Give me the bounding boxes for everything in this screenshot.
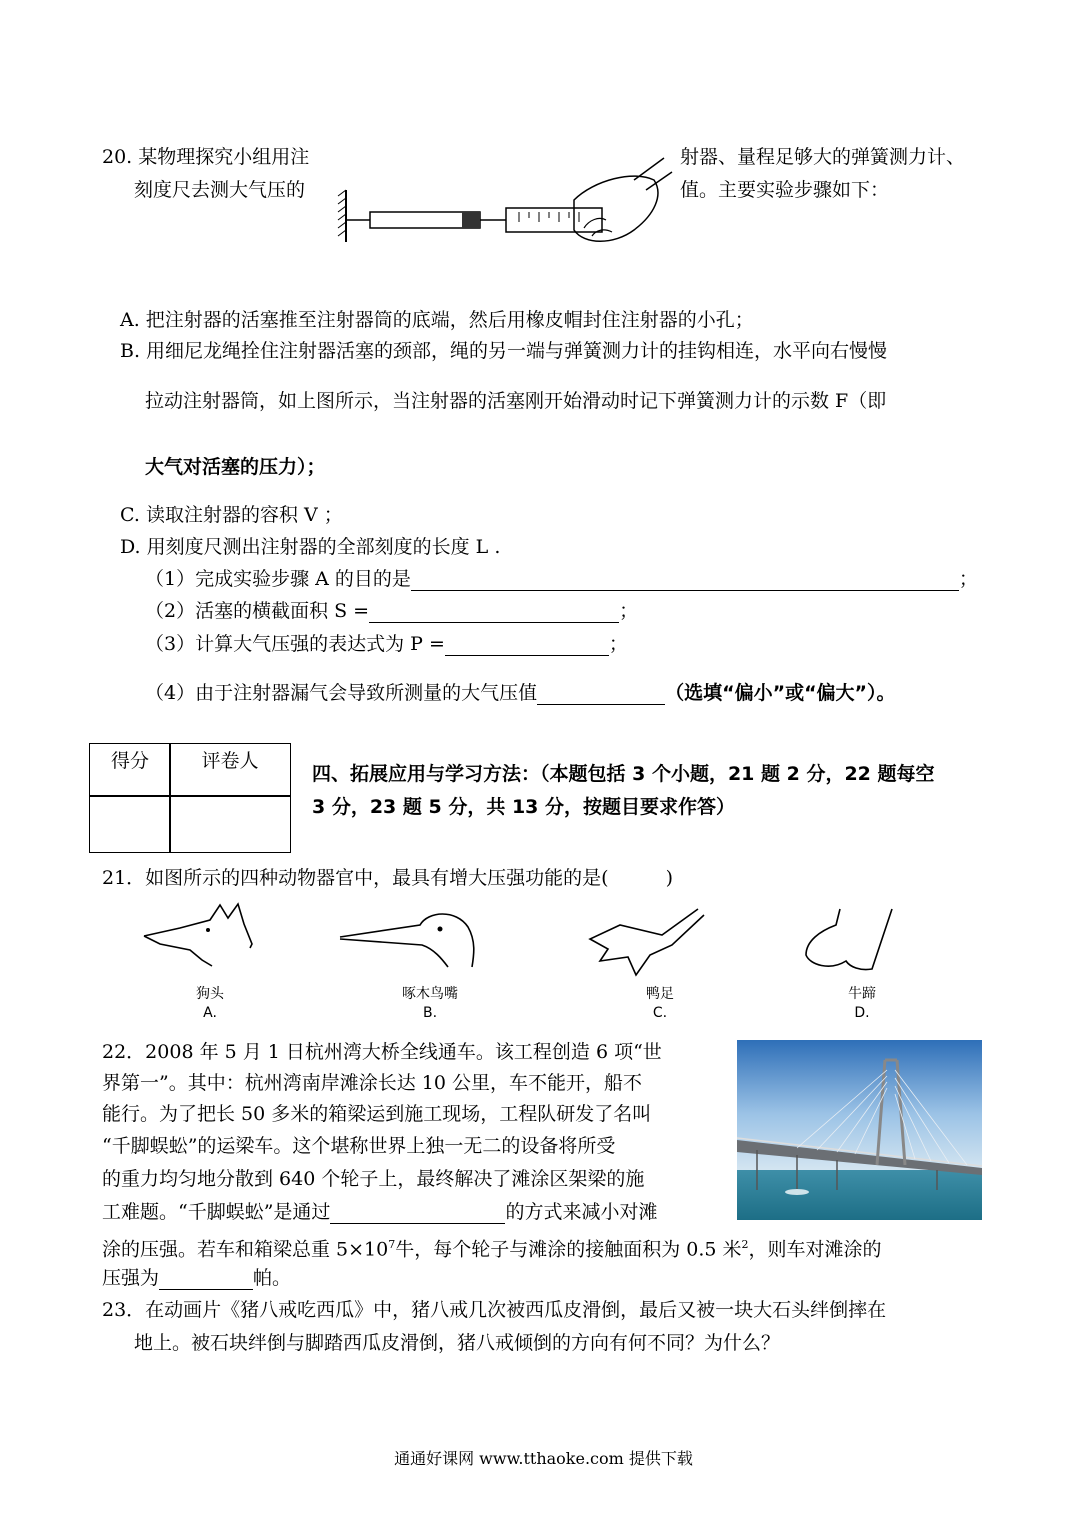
answer-blank-3[interactable]: [445, 635, 609, 656]
bridge-photo: [737, 1040, 982, 1220]
animal-letter-b: B.: [422, 1005, 438, 1021]
q22-line6: 工难题。“千脚蜈蚣”是通过 的方式来减小对滩: [102, 1201, 658, 1223]
q23-line1: 23．在动画片《猪八戒吃西瓜》中，猪八戒几次被西瓜皮滑倒，最后又被一块大石头绊倒摔在: [102, 1299, 887, 1321]
q22-line8: 压强为 帕。: [102, 1267, 292, 1289]
section4-heading-line1: 四、拓展应用与学习方法：（本题包括 3 个小题，21 题 2 分，22 题每空: [312, 763, 935, 785]
score-table-header-grader: 评卷人: [169, 743, 291, 797]
animal-name-d: 牛蹄: [848, 986, 876, 1002]
section4-heading-line2: 3 分，23 题 5 分，共 13 分，按题目要求作答）: [312, 796, 736, 818]
answer-blank-6[interactable]: [159, 1269, 253, 1290]
answer-blank-1[interactable]: [411, 570, 959, 591]
duck-foot-drawing: [580, 905, 710, 980]
q21-text: 21．如图所示的四种动物器官中，最具有增大压强功能的是( ): [102, 867, 674, 889]
animal-letter-d: D.: [854, 1005, 870, 1021]
answer-blank-4[interactable]: [537, 684, 665, 705]
score-table-grader-cell[interactable]: [169, 795, 291, 853]
animal-letter-c: C.: [652, 1005, 668, 1021]
page-footer: 通通好课网 www.tthaoke.com 提供下载: [394, 1449, 693, 1468]
cow-hoof-drawing: [800, 905, 900, 975]
q20-step-c: C. 读取注射器的容积 V ；: [120, 504, 343, 526]
q20-step-b-line3: 大气对活塞的压力）；: [145, 456, 326, 478]
q22-line4: “千脚蜈蚣”的运梁车。这个堪称世界上独一无二的设备将所受: [102, 1135, 616, 1157]
q22-line2: 界第一”。其中：杭州湾南岸滩涂长达 10 公里，车不能开，船不: [102, 1072, 642, 1094]
q20-step-a: A. 把注射器的活塞推至注射器筒的底端，然后用橡皮帽封住注射器的小孔；: [120, 309, 754, 331]
score-table-header-score: 得分: [89, 743, 171, 797]
q20-sub3: （3）计算大气压强的表达式为 P = ；: [145, 633, 628, 655]
answer-blank-2[interactable]: [369, 602, 619, 623]
answer-blank-5[interactable]: [330, 1203, 505, 1224]
q22-line5: 的重力均匀地分散到 640 个轮子上，最终解决了滩涂区架梁的施: [102, 1168, 645, 1190]
animal-name-b: 啄木鸟嘴: [402, 986, 458, 1002]
q20-step-d: D. 用刻度尺测出注射器的全部刻度的长度 L .: [120, 536, 501, 558]
syringe-illustration: [334, 150, 674, 250]
q22-line3: 能行。为了把长 50 多米的箱梁运到施工现场，工程队研发了名叫: [102, 1103, 652, 1125]
q20-line2-right: 值。主要实验步骤如下：: [680, 179, 890, 201]
q20-sub2: （2）活塞的横截面积 S = ；: [145, 600, 639, 622]
q22-line1: 22．2008 年 5 月 1 日杭州湾大桥全线通车。该工程创造 6 项“世: [102, 1041, 662, 1063]
animal-letter-a: A.: [203, 1005, 217, 1021]
q20-line1-left: 20. 某物理探究小组用注: [102, 146, 310, 168]
score-table-score-cell[interactable]: [89, 795, 171, 853]
animal-name-c: 鸭足: [646, 986, 674, 1002]
q20-sub4: （4）由于注射器漏气会导致所测量的大气压值 （选填“偏小”或“偏大”）。: [145, 682, 896, 704]
q20-line2-left: 刻度尺去测大气压的: [134, 179, 306, 201]
q20-line1-right: 射器、量程足够大的弹簧测力计、: [680, 146, 966, 168]
q23-line2: 地上。被石块绊倒与脚踏西瓜皮滑倒，猪八戒倾倒的方向有何不同？为什么？: [134, 1332, 781, 1354]
woodpecker-beak-drawing: [338, 905, 478, 975]
q20-step-b-line2: 拉动注射器筒，如上图所示，当注射器的活塞刚开始滑动时记下弹簧测力计的示数 F（即: [145, 390, 887, 412]
animal-name-a: 狗头: [196, 986, 224, 1002]
q22-line7: 涂的压强。若车和箱梁总重 $5\times 10^7$牛，每个轮子与滩涂的接触面积为 0.5 米$^2$，则车对滩涂的: [102, 1238, 882, 1261]
dog-head-drawing: [140, 900, 260, 975]
q20-sub1: （1）完成实验步骤 A 的目的是 ；: [145, 568, 978, 590]
q20-step-b-line1: B. 用细尼龙绳拴住注射器活塞的颈部，绳的另一端与弹簧测力计的挂钩相连，水平向右慢慢: [120, 340, 888, 362]
